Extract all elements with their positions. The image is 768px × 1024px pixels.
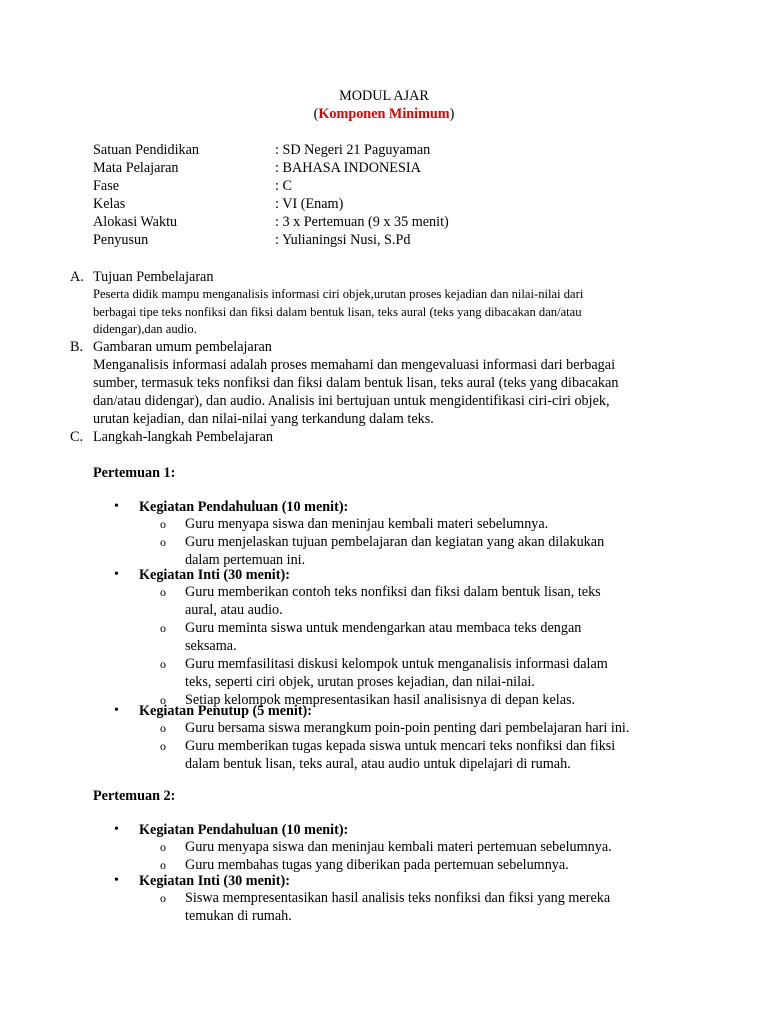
bullet-mark: • bbox=[114, 499, 119, 514]
sub-bullet-mark: o bbox=[160, 535, 166, 549]
item-line: Guru menyapa siswa dan meninjau kembali materi pertemuan sebelumnya. bbox=[185, 839, 612, 855]
list-item bbox=[160, 533, 680, 569]
sub-bullet-mark: o bbox=[160, 585, 166, 599]
identity-row bbox=[93, 231, 449, 249]
activity-title: Kegiatan Penutup (5 menit): bbox=[139, 703, 313, 719]
identity-row bbox=[93, 195, 449, 213]
section-heading: Tujuan Pembelajaran bbox=[93, 269, 214, 285]
item-line: temukan di rumah. bbox=[185, 908, 292, 924]
list-item bbox=[160, 838, 680, 856]
sub-bullet-mark: o bbox=[160, 621, 166, 635]
list-item bbox=[160, 655, 680, 691]
body-line: sumber, termasuk teks nonfiksi dan fiksi dalam bentuk lisan, teks aural (teks yang dibacakan bbox=[93, 375, 619, 391]
activity-title: Kegiatan Inti (30 menit): bbox=[139, 873, 290, 889]
identity-value: : Yulianingsi Nusi, S.Pd bbox=[275, 232, 411, 248]
item-line: Siswa mempresentasikan hasil analisis teks nonfiksi dan fiksi yang mereka bbox=[185, 890, 611, 906]
item-line: teks, seperti ciri objek, urutan proses kejadian, dan nilai-nilai. bbox=[185, 674, 535, 690]
meeting-title: Pertemuan 2: bbox=[93, 788, 176, 804]
identity-value: : BAHASA INDONESIA bbox=[275, 160, 421, 176]
identity-table bbox=[93, 141, 449, 249]
identity-row bbox=[93, 159, 449, 177]
activity-items bbox=[160, 583, 680, 709]
item-line: dalam pertemuan ini. bbox=[185, 552, 306, 568]
body-line: berbagai tipe teks nonfiksi dan fiksi dalam bentuk lisan, teks aural (teks yang dibacakan dan/atau bbox=[93, 304, 582, 319]
identity-value: : 3 x Pertemuan (9 x 35 menit) bbox=[275, 214, 449, 230]
identity-label: Penyusun bbox=[93, 232, 149, 248]
bullet-mark: • bbox=[114, 822, 119, 837]
identity-label: Fase bbox=[93, 178, 120, 194]
section-heading: Gambaran umum pembelajaran bbox=[93, 339, 272, 355]
activity-title: Kegiatan Pendahuluan (10 menit): bbox=[139, 822, 349, 838]
item-line: Guru menjelaskan tujuan pembelajaran dan kegiatan yang akan dilakukan bbox=[185, 534, 605, 550]
sub-bullet-mark: o bbox=[160, 858, 166, 872]
identity-value: : C bbox=[275, 178, 292, 194]
body-line: urutan kejadian, dan nilai-nilai yang terkandung dalam teks. bbox=[93, 411, 434, 427]
sub-bullet-mark: o bbox=[160, 891, 166, 905]
activity-items bbox=[160, 838, 680, 874]
bullet-mark: • bbox=[114, 567, 119, 582]
item-line: Setiap kelompok mempresentasikan hasil analisisnya di depan kelas. bbox=[185, 692, 576, 708]
identity-value: : SD Negeri 21 Paguyaman bbox=[275, 142, 431, 158]
identity-label: Alokasi Waktu bbox=[93, 214, 178, 230]
body-line: didengar),dan audio. bbox=[93, 322, 197, 336]
section-letter: A. bbox=[70, 269, 84, 285]
identity-label: Mata Pelajaran bbox=[93, 160, 179, 176]
identity-row bbox=[93, 177, 449, 195]
bullet-mark: • bbox=[114, 873, 119, 888]
item-line: Guru memberikan contoh teks nonfiksi dan fiksi dalam bentuk lisan, teks bbox=[185, 584, 601, 600]
list-item bbox=[160, 619, 680, 655]
identity-row bbox=[93, 213, 449, 231]
sub-bullet-mark: o bbox=[160, 721, 166, 735]
item-line: Guru meminta siswa untuk mendengarkan atau membaca teks dengan bbox=[185, 620, 582, 636]
body-line: dan/atau didengar), dan audio. Analisis ini bertujuan untuk mengidentifikasi ciri-ciri objek, bbox=[93, 393, 610, 409]
activity-items bbox=[160, 889, 680, 925]
document-title: MODUL AJAR bbox=[339, 88, 429, 104]
identity-row bbox=[93, 141, 449, 159]
sub-bullet-mark: o bbox=[160, 657, 166, 671]
bullet-mark: • bbox=[114, 703, 119, 718]
activity-items bbox=[160, 719, 680, 773]
section-body bbox=[93, 286, 683, 339]
body-line: Peserta didik mampu menganalisis informasi ciri objek,urutan proses kejadian dan nilai-nilai dari bbox=[93, 287, 584, 301]
identity-label: Kelas bbox=[93, 196, 126, 212]
activity-title: Kegiatan Pendahuluan (10 menit): bbox=[139, 499, 349, 515]
section-letter: C. bbox=[70, 429, 84, 445]
sub-bullet-mark: o bbox=[160, 739, 166, 753]
activity-title: Kegiatan Inti (30 menit): bbox=[139, 567, 290, 583]
identity-value: : VI (Enam) bbox=[275, 196, 344, 212]
section-heading: Langkah-langkah Pembelajaran bbox=[93, 429, 274, 445]
activity-items bbox=[160, 515, 680, 569]
item-line: Guru membahas tugas yang diberikan pada pertemuan sebelumnya. bbox=[185, 857, 569, 873]
list-item bbox=[160, 889, 680, 925]
document-subtitle bbox=[0, 105, 768, 123]
item-line: seksama. bbox=[185, 638, 237, 654]
item-line: Guru memfasilitasi diskusi kelompok untuk menganalisis informasi dalam bbox=[185, 656, 608, 672]
identity-label: Satuan Pendidikan bbox=[93, 142, 199, 158]
meeting-title: Pertemuan 1: bbox=[93, 465, 176, 481]
list-item bbox=[160, 515, 680, 533]
body-line: Menganalisis informasi adalah proses memahami dan mengevaluasi informasi dari berbagai bbox=[93, 357, 616, 373]
sub-bullet-mark: o bbox=[160, 693, 166, 707]
list-item bbox=[160, 583, 680, 619]
item-line: aural, atau audio. bbox=[185, 602, 283, 618]
subtitle-close-paren: ) bbox=[449, 106, 455, 122]
subtitle-emphasis: Komponen Minimum bbox=[318, 106, 450, 122]
item-line: Guru bersama siswa merangkum poin-poin penting dari pembelajaran hari ini. bbox=[185, 720, 630, 736]
item-line: Guru menyapa siswa dan meninjau kembali materi sebelumnya. bbox=[185, 516, 549, 532]
subtitle-open-paren: ( bbox=[313, 106, 319, 122]
list-item bbox=[160, 719, 680, 737]
list-item bbox=[160, 737, 680, 773]
section-letter: B. bbox=[70, 339, 84, 355]
item-line: Guru memberikan tugas kepada siswa untuk mencari teks nonfiksi dan fiksi bbox=[185, 738, 616, 754]
sub-bullet-mark: o bbox=[160, 840, 166, 854]
section-body bbox=[93, 356, 683, 428]
sub-bullet-mark: o bbox=[160, 517, 166, 531]
item-line: dalam bentuk lisan, teks aural, atau audio untuk dipelajari di rumah. bbox=[185, 756, 571, 772]
